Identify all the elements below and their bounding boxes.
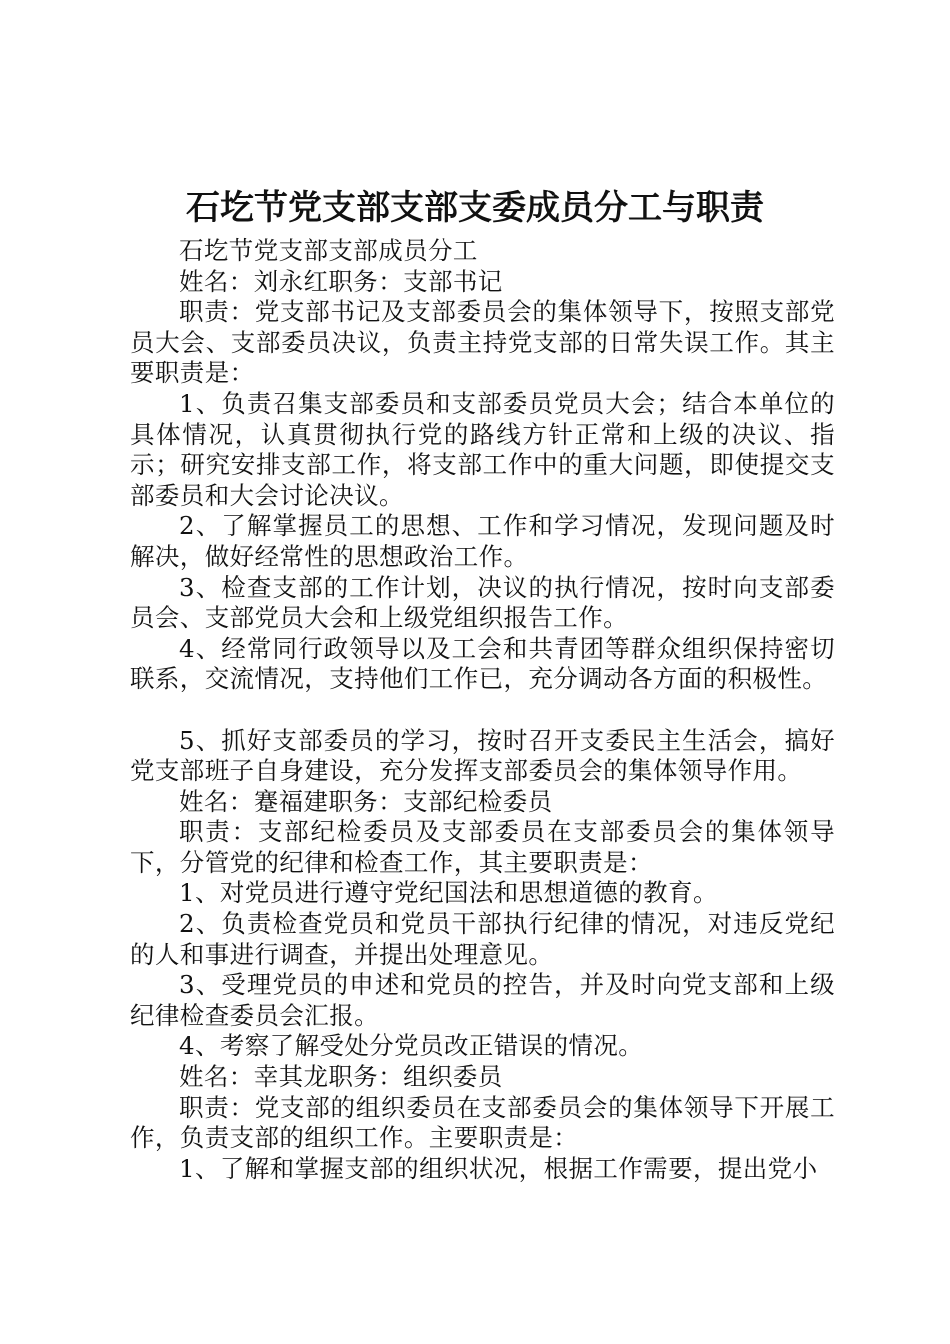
- paragraph: 姓名：蹇福建职务：支部纪检委员: [179, 786, 553, 816]
- paragraph: 石圪节党支部支部成员分工: [179, 236, 478, 265]
- paragraph: 4、考察了解受处分党员改正错误的情况。: [179, 1031, 644, 1061]
- paragraph: 1、了解和掌握支部的组织状况，根据工作需要，提出党小: [179, 1153, 818, 1183]
- paragraph: 职责：党支部书记及支部委员会的集体领导下，按照支部党员大会、支部委员决议，负责主持党支部的日常失误工作。其主要职责是：: [130, 297, 835, 388]
- paragraph: 职责：党支部的组织委员在支部委员会的集体领导下开展工作，负责支部的组织工作。主要职责是：: [130, 1092, 835, 1153]
- paragraph: 姓名：幸其龙职务：组织委员: [179, 1062, 503, 1092]
- paragraph: 2、了解掌握员工的思想、工作和学习情况，发现问题及时解决，做好经常性的思想政治工作。: [130, 511, 835, 571]
- paragraph: 1、负责召集支部委员和支部委员党员大会；结合本单位的具体情况，认真贯彻执行党的路线方针正常和上级的决议、指示；研究安排支部工作，将支部工作中的重大问题，即使提交支部委员和大会讨论决议。: [130, 388, 835, 510]
- paragraph: 4、经常同行政领导以及工会和共青团等群众组织保持密切联系，交流情况，支持他们工作已，充分调动各方面的积极性。: [130, 633, 835, 694]
- paragraph: 2、负责检查党员和党员干部执行纪律的情况，对违反党纪的人和事进行调查，并提出处理意见。: [130, 909, 835, 969]
- paragraph: 姓名：刘永红职务：支部书记: [179, 266, 503, 296]
- paragraph: 职责：支部纪检委员及支部委员在支部委员会的集体领导下，分管党的纪律和检查工作，其主要职责是：: [130, 817, 835, 877]
- document-title: 石圪节党支部支部支委成员分工与职责: [186, 188, 764, 228]
- paragraph: 3、受理党员的申述和党员的控告，并及时向党支部和上级纪律检查委员会汇报。: [130, 970, 835, 1030]
- paragraph: 1、对党员进行遵守党纪国法和思想道德的教育。: [179, 878, 718, 908]
- document-body: [130, 236, 835, 1184]
- paragraph: 5、抓好支部委员的学习，按时召开支委民主生活会，搞好党支部班子自身建设，充分发挥支部委员会的集体领导作用。: [130, 725, 835, 786]
- paragraph: 3、检查支部的工作计划，决议的执行情况，按时向支部委员会、支部党员大会和上级党组织报告工作。: [130, 572, 835, 633]
